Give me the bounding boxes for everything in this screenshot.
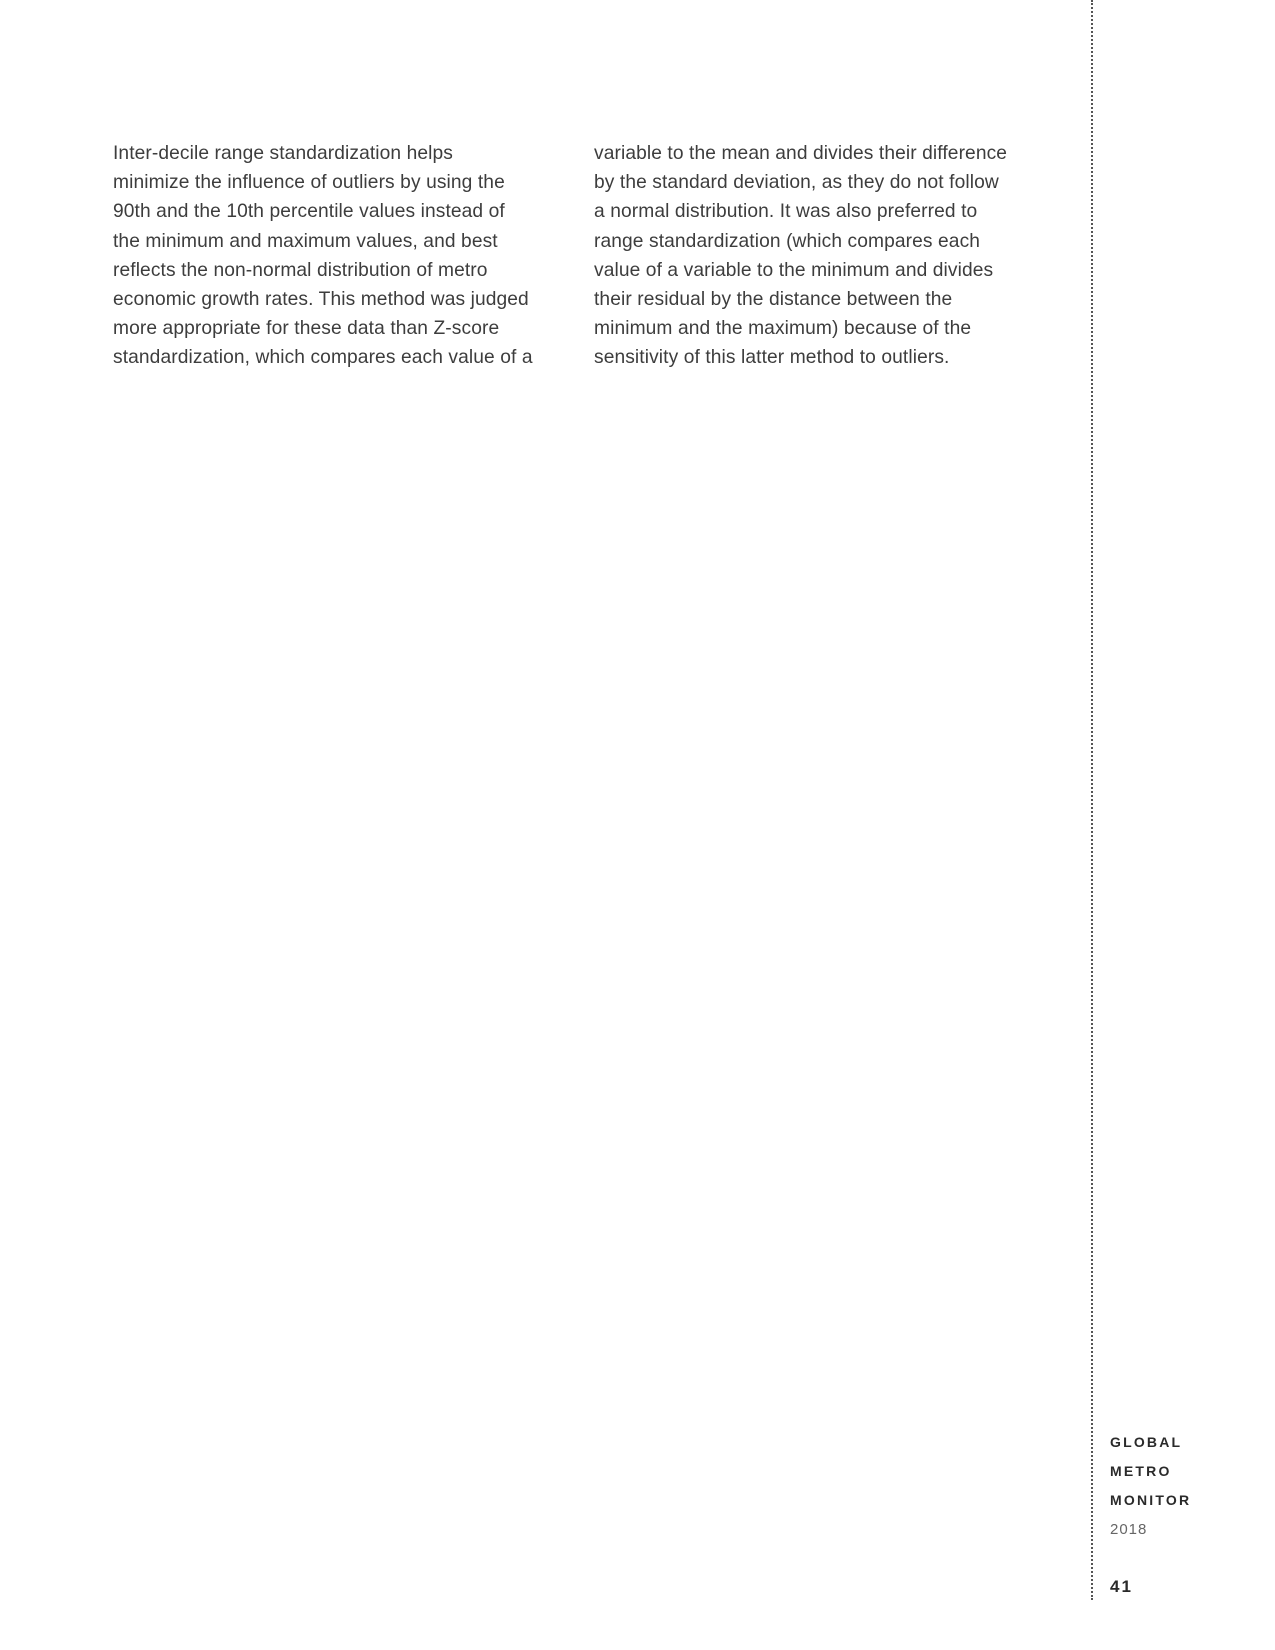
- text-line: range standardization (which compares each: [594, 230, 981, 252]
- text-line: by the standard deviation, as they do not follow: [594, 172, 999, 194]
- page-number: 41: [1110, 1577, 1133, 1596]
- text-line: a normal distribution. It was also preferred to: [594, 201, 978, 223]
- text-line: economic growth rates. This method was judged: [113, 289, 529, 311]
- brand-line-global: GLOBAL: [1110, 1434, 1183, 1450]
- text-line: more appropriate for these data than Z-score: [113, 318, 500, 340]
- text-line: reflects the non-normal distribution of metro: [113, 259, 488, 281]
- brand-line-monitor: MONITOR: [1110, 1492, 1192, 1508]
- text-line: standardization, which compares each value of a: [113, 347, 533, 369]
- text-line: sensitivity of this latter method to outliers.: [594, 347, 950, 369]
- text-line: minimize the influence of outliers by using the: [113, 172, 505, 194]
- body-text-right-column: [594, 139, 1049, 373]
- brand-line-metro: METRO: [1110, 1463, 1172, 1479]
- publication-sidebar: [1110, 1428, 1250, 1544]
- publication-year: 2018: [1110, 1521, 1148, 1538]
- body-text-left-column: [113, 139, 568, 373]
- text-line: 90th and the 10th percentile values instead of: [113, 201, 505, 223]
- text-line: value of a variable to the minimum and divides: [594, 259, 994, 281]
- text-line: Inter-decile range standardization helps: [113, 143, 453, 164]
- text-line: the minimum and maximum values, and best: [113, 230, 498, 252]
- dotted-margin-divider: [1091, 0, 1093, 1600]
- text-line: their residual by the distance between the: [594, 289, 953, 311]
- text-line: minimum and the maximum) because of the: [594, 318, 972, 340]
- text-line: variable to the mean and divides their difference: [594, 143, 1008, 164]
